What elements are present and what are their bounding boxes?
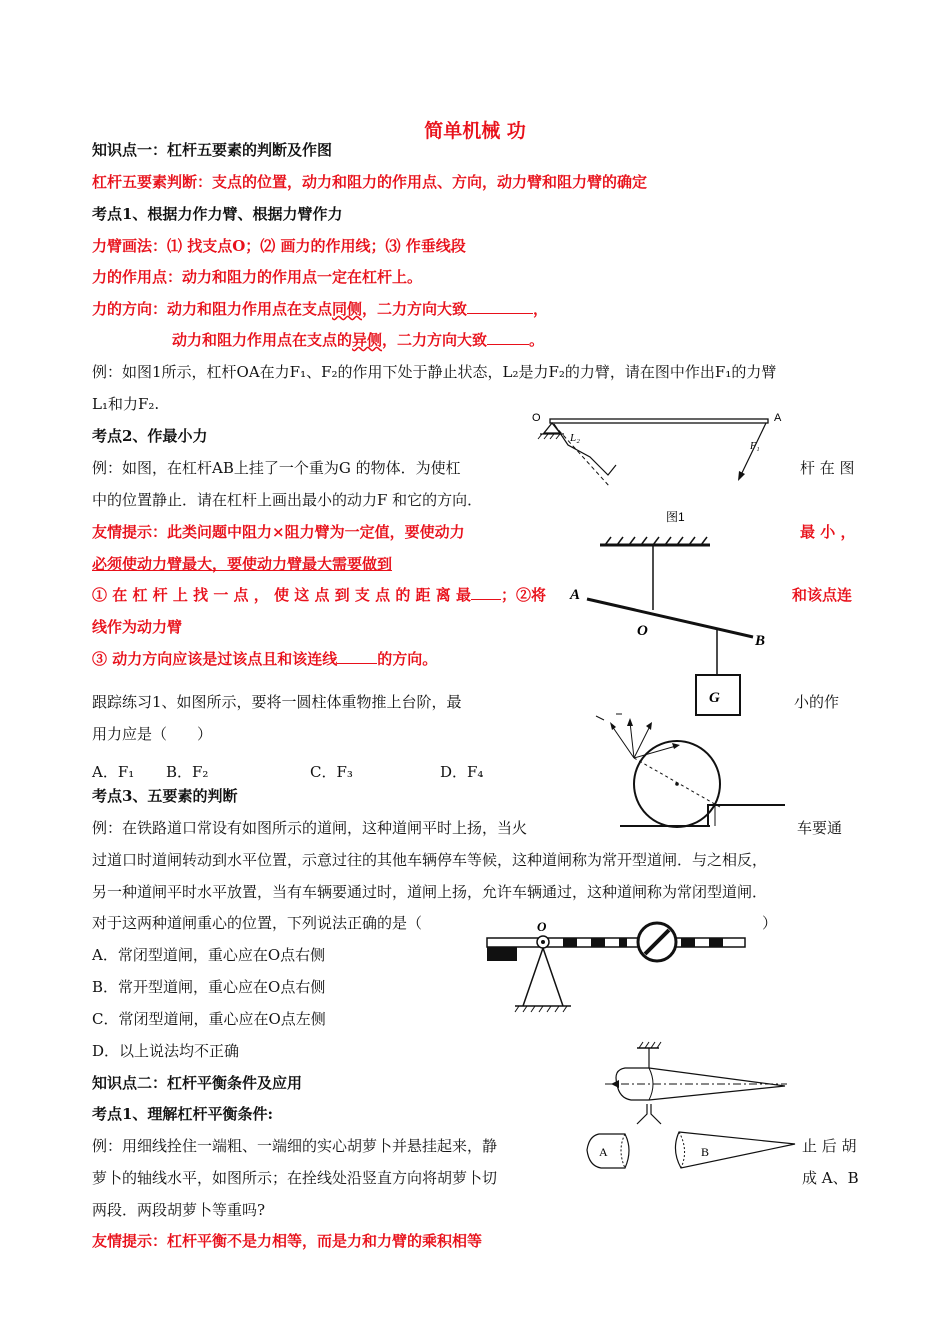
example-4-line-2b: 成 A、B (802, 1169, 859, 1187)
practice-1-option-d[interactable]: D．F₄ (440, 763, 484, 781)
fig2-label-b: B (755, 633, 766, 649)
direction-b-tail: ，二力方向大致 (382, 331, 488, 349)
fig1-lever-bar (550, 419, 768, 423)
example-3-option-d[interactable]: D．以上说法均不正确 (92, 1042, 240, 1060)
answer-blank[interactable] (487, 330, 529, 345)
tip-2: 友情提示：杠杆平衡不是力相等，而是力和力臂的乘积相等 (92, 1232, 483, 1250)
example-3-option-a[interactable]: A．常闭型道闸，重心应在O点右侧 (92, 946, 326, 964)
tip-1-line-2-text: 必须使动力臂最大，要使动力臂最大需要做到 (92, 555, 393, 573)
fig5-label-a: A (599, 1145, 608, 1159)
fig4-label-o: O (537, 919, 547, 934)
example-3-line-3: 另一种道闸平时水平放置，当有车辆要通过时，道闸上扬，允许车辆通过，这种道闸称为常闭型道闸． (92, 883, 768, 901)
example-3-line-1a: 例：在铁路道口常设有如图所示的道闸，这种道闸平时上扬，当火 (92, 819, 528, 837)
fig2-lever-bar (587, 599, 753, 637)
arm-drawing-method: 力臂画法：⑴ 找支点O；⑵ 画力的作用线；⑶ 作垂线段 (92, 237, 466, 255)
kp2-exam-point-1-heading: 考点1、理解杠杆平衡条件: (92, 1105, 273, 1123)
practice-1-option-a[interactable]: A．F₁ (92, 763, 135, 781)
example-1-line-1: 例：如图1所示，杠杆OA在力F₁、F₂的作用下处于静止状态，L₂是力F₂的力臂，请在图中作出F₁的力臂 (92, 363, 777, 381)
figure-1-lever-oa (530, 405, 790, 525)
fig4-barrier-arm (487, 938, 745, 947)
example-2-line-1a: 例：如图，在杠杆AB上挂了一个重为G 的物体．为使杠 (92, 459, 461, 477)
knowledge-point-2-heading: 知识点二：杠杆平衡条件及应用 (92, 1074, 303, 1092)
example-4-line-3: 两段．两段胡萝卜等重吗? (92, 1201, 266, 1219)
fig2-label-o: O (637, 623, 648, 639)
example-3-option-b[interactable]: B．常开型道闸，重心应在O点右侧 (92, 978, 326, 996)
fig5-label-b: B (701, 1145, 710, 1159)
example-4-line-1a: 例：用细线拴住一端粗、一端细的实心胡萝卜并悬挂起来，静 (92, 1137, 498, 1155)
tip-1-step-1 (92, 585, 546, 605)
answer-blank[interactable] (471, 585, 501, 600)
fig3-step (708, 805, 785, 826)
figure-5-carrot (575, 1040, 800, 1200)
direction-b-text: 动力和阻力作用点在支点的 (172, 331, 353, 349)
practice-1-line-1a: 跟踪练习1、如图所示，要将一圆柱体重物推上台阶，最 (92, 693, 462, 711)
fig4-counterweight (487, 947, 517, 961)
example-3-option-c[interactable]: C．常闭型道闸，重心应在O点左侧 (92, 1010, 326, 1028)
practice-1-line-1b: 小的作 (794, 693, 840, 711)
fig5-piece-b (675, 1132, 795, 1168)
practice-1-option-c[interactable]: C．F₃ (310, 763, 353, 781)
practice-1-line-2: 用力应是（ ） (92, 725, 213, 743)
force-direction-opposite-side: 动力和阻力作用点在支点的异侧，二力方向大致 。 (172, 331, 545, 349)
exam-point-1-heading: 考点1、根据力作力臂、根据力臂作力 (92, 205, 343, 223)
point-of-application-rule: 力的作用点：动力和阻力的作用点一定在杠杆上。 (92, 268, 423, 286)
knowledge-point-1-heading: 知识点一：杠杆五要素的判断及作图 (92, 141, 333, 159)
page-title: 简单机械 功 (424, 120, 526, 142)
tip-1-line-2 (92, 554, 392, 574)
figure-2-lever-ab (565, 535, 795, 725)
exam-point-3-heading: 考点3、五要素的判断 (92, 787, 238, 805)
fig2-label-g: G (709, 690, 720, 706)
tip-1-step-1c: 和该点连 (792, 586, 853, 604)
fig1-pivot (544, 423, 560, 433)
figure-4-barrier-gate (485, 918, 765, 1016)
force-direction-same-side: 力的方向：动力和阻力作用点在支点同侧，二力方向大致 ， (92, 300, 549, 318)
tip-1-step-1d: 线作为动力臂 (92, 618, 183, 636)
tip-1-step-3 (92, 649, 437, 669)
tip-1-step-1a: ① 在 杠 杆 上 找 一 点 ， 使 这 点 到 支 点 的 距 离 最 (92, 586, 472, 604)
tip-1-line-1a: 友情提示：此类问题中阻力×阻力臂为一定值，要使动力 (92, 523, 465, 541)
tip-1-step-3a: ③ 动力方向应该是过该点且和该连线 (92, 650, 338, 668)
fig1-l2-arm (554, 424, 616, 475)
answer-blank[interactable] (467, 299, 533, 314)
fig1-caption: 图1 (666, 510, 685, 524)
fig1-label-f1: F₁ (750, 441, 760, 452)
example-3-line-4a: 对于这两种道闸重心的位置，下列说法正确的是（ (92, 914, 423, 932)
tip-1-step-3b: 的方向。 (377, 650, 438, 668)
direction-a-text: 力的方向：动力和阻力作用点在支点 (92, 300, 333, 318)
tip-1-step-1b: ；②将 (501, 586, 547, 604)
lever-elements-rule: 杠杆五要素判断：支点的位置，动力和阻力的作用点、方向，动力臂和阻力臂的确定 (92, 173, 648, 191)
example-3-line-1b: 车要通 (797, 819, 843, 837)
figure-3-cylinder-step (590, 712, 790, 830)
practice-1-option-b[interactable]: B．F₂ (166, 763, 209, 781)
answer-blank[interactable] (337, 649, 377, 664)
exam-point-2-heading: 考点2、作最小力 (92, 427, 208, 445)
example-3-line-4b: ） (762, 914, 778, 932)
example-2-line-2: 中的位置静止．请在杠杆上画出最小的动力F 和它的方向． (92, 491, 483, 509)
fig5-cut-arrow (637, 1104, 661, 1124)
example-3-line-2: 过道口时道闸转动到水平位置，示意过往的其他车辆停车等候，这种道闸称为常开型道闸．与之相反， (92, 851, 768, 869)
direction-a-tail: ，二力方向大致 (362, 300, 468, 318)
fig1-label-o: O (532, 412, 541, 424)
fig2-label-a: A (570, 587, 581, 603)
example-1-line-2: L₁和力F₂. (92, 395, 160, 413)
example-4-line-1b: 止 后 胡 (802, 1137, 857, 1155)
direction-a-mark: 同侧 (332, 300, 363, 318)
tip-1-line-1b: 最 小 ， (800, 523, 856, 541)
direction-b-mark: 异侧 (352, 331, 383, 349)
example-4-line-2a: 萝卜的轴线水平，如图所示；在拴线处沿竖直方向将胡萝卜切 (92, 1169, 498, 1187)
example-2-line-1b: 杆 在 图 (800, 459, 855, 477)
fig1-label-a: A (774, 412, 782, 424)
fig1-label-l2: L₂ (570, 432, 580, 444)
